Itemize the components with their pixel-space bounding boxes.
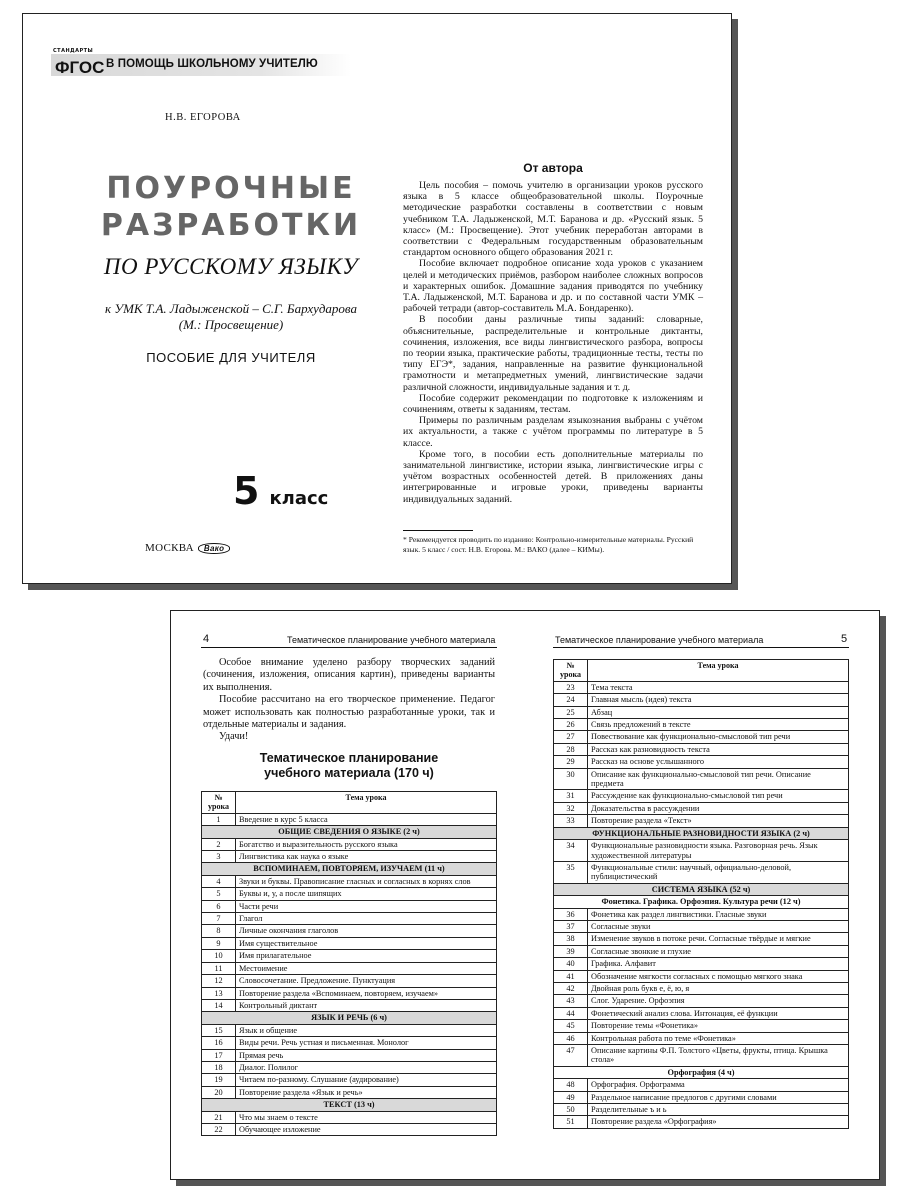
lesson-topic: Читаем по-разному. Слушание (аудирование) [236,1074,497,1086]
series-title: В ПОМОЩЬ ШКОЛЬНОМУ УЧИТЕЛЮ [106,58,318,70]
lesson-number: 25 [554,706,588,718]
lesson-number: 47 [554,1045,588,1067]
table-row [202,962,497,974]
umk-line-1: к УМК Т.А. Ладыженской – С.Г. Бархударова [105,301,357,316]
lesson-number: 13 [202,987,236,999]
table-row [202,913,497,925]
header-rule-right [553,647,849,648]
lesson-number: 26 [554,719,588,731]
table-row [554,731,849,743]
subsection-row [554,1066,849,1078]
table-row [202,1086,497,1098]
table-row [202,813,497,825]
table-row [554,790,849,802]
lesson-number: 19 [202,1074,236,1086]
lesson-topic: Двойная роль букв е, ё, ю, я [588,982,849,994]
table-row [554,694,849,706]
lesson-number: 12 [202,975,236,987]
lesson-number: 24 [554,694,588,706]
table-row [554,802,849,814]
lesson-topic: Прямая речь [236,1049,497,1061]
table-row [202,987,497,999]
lesson-number: 2 [202,838,236,850]
lesson-topic: Звуки и буквы. Правописание гласных и согласных в корнях слов [236,875,497,887]
lesson-number: 35 [554,861,588,883]
section-heading: ЯЗЫК И РЕЧЬ (6 ч) [202,1012,497,1024]
plan-title [203,751,495,781]
lesson-topic: Рассказ как разновидность текста [588,743,849,755]
lesson-topic: Изменение звуков в потоке речи. Согласные твёрдые и мягкие [588,933,849,945]
lesson-number: 28 [554,743,588,755]
table-row [554,970,849,982]
lesson-number: 23 [554,681,588,693]
table-row [202,900,497,912]
lesson-topic: Функциональные разновидности языка. Разговорная речь. Язык художественной литературы [588,840,849,862]
lesson-number: 46 [554,1032,588,1044]
lesson-topic: Описание как функционально-смысловой тип речи. Описание предмета [588,768,849,790]
section-row [554,883,849,895]
lesson-topic: Повествование как функционально-смысловой тип речи [588,731,849,743]
running-head-left: Тематическое планирование учебного материала [287,635,496,645]
plan-title-line-2: учебного материала (170 ч) [264,766,434,780]
table-row [554,840,849,862]
column-header-topic: Тема урока [588,660,849,682]
header-rule-left [201,647,497,648]
table-row [554,756,849,768]
table-row [202,1037,497,1049]
lesson-number: 31 [554,790,588,802]
section-row [202,863,497,875]
foreword-paragraph: Пособие включает подробное описание хода уроков с указанием целей и методических приёмов, разбором наиболее сложных вопросов и характерных ошибок. Домашние задания приводятся по учебнику Т.А. Ладыженской, М.Т. Баранова и др. и по составной части УМК – рабочей тетради (автор-составитель М.А. Бондаренко). [403,258,703,315]
lesson-number: 37 [554,920,588,932]
table-row [554,706,849,718]
lesson-number: 14 [202,999,236,1011]
table-row [554,958,849,970]
foreword-paragraph: Примеры по различным разделам языкознания выбраны с учётом их актуальности, а также с учётом программы по литературе в 5 классе. [403,415,703,449]
lesson-number: 17 [202,1049,236,1061]
fgos-logo-text: ФГОС [55,58,105,77]
lesson-number: 22 [202,1123,236,1135]
lesson-number: 44 [554,1007,588,1019]
lesson-topic: Части речи [236,900,497,912]
table-row [554,945,849,957]
lesson-number: 33 [554,815,588,827]
table-row [554,1104,849,1116]
section-heading: ВСПОМИНАЕМ, ПОВТОРЯЕМ, ИЗУЧАЕМ (11 ч) [202,863,497,875]
lesson-number: 9 [202,937,236,949]
plan-table-left [201,791,497,1136]
lesson-topic: Главная мысль (идея) текста [588,694,849,706]
lesson-topic: Лингвистика как наука о языке [236,851,497,863]
lesson-number: 15 [202,1024,236,1036]
lesson-topic: Абзац [588,706,849,718]
table-row [554,933,849,945]
lesson-number: 6 [202,900,236,912]
lesson-number: 21 [202,1111,236,1123]
subsection-heading: Фонетика. Графика. Орфоэпия. Культура речи (12 ч) [554,896,849,908]
table-row [554,815,849,827]
lesson-number: 29 [554,756,588,768]
lesson-topic: Доказательства в рассуждении [588,802,849,814]
lesson-topic: Язык и общение [236,1024,497,1036]
page-number-right: 5 [841,633,848,645]
lesson-number: 36 [554,908,588,920]
lesson-topic: Виды речи. Речь устная и письменная. Монолог [236,1037,497,1049]
lesson-topic: Рассуждение как функционально-смысловой тип речи [588,790,849,802]
table-row [202,838,497,850]
lesson-number: 18 [202,1061,236,1073]
table-row [554,1116,849,1128]
lesson-number: 30 [554,768,588,790]
intro-paragraph: Пособие рассчитано на его творческое применение. Педагог может использовать как полностью разработанные уроки, так и отдельные материалы и задания. [203,694,495,731]
lesson-number: 45 [554,1020,588,1032]
table-row [202,1049,497,1061]
lesson-topic: Графика. Алфавит [588,958,849,970]
table-row [202,851,497,863]
table-row [554,1079,849,1091]
lesson-topic: Повторение темы «Фонетика» [588,1020,849,1032]
lesson-number: 7 [202,913,236,925]
lesson-topic: Связь предложений в тексте [588,719,849,731]
section-heading: СИСТЕМА ЯЗЫКА (52 ч) [554,883,849,895]
section-row [202,826,497,838]
lesson-topic: Контрольная работа по теме «Фонетика» [588,1032,849,1044]
grade-word: класс [269,488,329,509]
lesson-number: 5 [202,888,236,900]
section-heading: ТЕКСТ (13 ч) [202,1099,497,1111]
author-name: Н.В. ЕГОРОВА [165,112,241,123]
lesson-topic: Введение в курс 5 класса [236,813,497,825]
lesson-number: 11 [202,962,236,974]
lesson-number: 32 [554,802,588,814]
section-row [554,827,849,839]
lesson-topic: Орфография. Орфограмма [588,1079,849,1091]
intro-text [203,657,495,744]
table-row [554,1032,849,1044]
lesson-topic: Буквы и, у, а после шипящих [236,888,497,900]
lesson-topic: Раздельное написание предлогов с другими словами [588,1091,849,1103]
lesson-number: 42 [554,982,588,994]
table-row [554,1007,849,1019]
lesson-number: 48 [554,1079,588,1091]
lesson-topic: Словосочетание. Предложение. Пунктуация [236,975,497,987]
table-row [202,925,497,937]
book-title-line-1: ПОУРОЧНЫЕ [106,171,356,206]
table-row [554,861,849,883]
lesson-topic: Контрольный диктант [236,999,497,1011]
foreword-title: От автора [523,161,583,175]
cover-spread [22,13,732,584]
foreword-paragraph: Цель пособия – помочь учителю в организации уроков русского языка в 5 классе общеобразовательной школы. Поурочные методические разработки составлены в соответствии с новым учебником Т.А. Ладыженской, М.Т. Баранова и др. «Русский язык. 5 класс» (М.: Просвещение). Этот учебник переработан авторами в соответствии с Федеральным государственным образовательным стандартом основного общего образования 2021 г. [403,180,703,259]
table-row [554,719,849,731]
table-row [554,1045,849,1067]
foreword-paragraph: В пособии даны различные типы заданий: словарные, объяснительные, распределительные и контрольные диктанты, сочинения, изложения, все виды лингвистического разбора, вопросы по теории языка, практические работы, традиционные тесты, тесты по типу ЕГЭ*, задания, направленные на развитие функциональной грамотности и метапредметных умений, лингвистические задачи различной сложности, индивидуальные задания и т. д. [403,314,703,393]
table-row [202,1024,497,1036]
lesson-number: 16 [202,1037,236,1049]
footnote: * Рекомендуется проводить по изданию: Контрольно-измерительные материалы. Русский язык. 5 класс / сост. Н.В. Егорова. М.: ВАКО (далее – КИМы). [403,535,694,554]
table-row [554,1091,849,1103]
lesson-number: 43 [554,995,588,1007]
umk-line-2: (М.: Просвещение) [178,317,284,332]
lesson-topic: Повторение раздела «Орфография» [588,1116,849,1128]
plan-table-right [553,659,849,1129]
lesson-topic: Имя существительное [236,937,497,949]
lesson-topic: Диалог. Полилог [236,1061,497,1073]
table-row [202,937,497,949]
fgos-logo-arc: СТАНДАРТЫ [53,48,94,54]
lesson-topic: Тема текста [588,681,849,693]
foreword-paragraph: Пособие содержит рекомендации по подготовке к изложениям и сочинениям, ответы к заданиям, тестам. [403,392,703,416]
lesson-number: 51 [554,1116,588,1128]
lesson-topic: Богатство и выразительность русского языка [236,838,497,850]
table-row [554,982,849,994]
lesson-topic: Функциональные стили: научный, официально-деловой, публицистический [588,861,849,883]
section-row [202,1099,497,1111]
lesson-topic: Личные окончания глаголов [236,925,497,937]
table-row [554,920,849,932]
table-row [202,975,497,987]
subsection-heading: Орфография (4 ч) [554,1066,849,1078]
lesson-topic: Местоимение [236,962,497,974]
column-header-num: № урока [554,660,588,682]
column-header-topic: Тема урока [236,792,497,814]
contents-spread [170,610,880,1180]
lesson-number: 50 [554,1104,588,1116]
page-number-left: 4 [203,633,210,645]
table-row [554,1020,849,1032]
lesson-topic: Имя прилагательное [236,950,497,962]
table-row [202,999,497,1011]
lesson-number: 41 [554,970,588,982]
lesson-number: 40 [554,958,588,970]
lesson-number: 8 [202,925,236,937]
foreword-paragraph: Кроме того, в пособии есть дополнительные материалы по занимательной лингвистике, истории языка, лингвистические игры с учётом возрастных особенностей детей. В приложениях даны интегрированные и игровые уроки, приведены варианты индивидуальных заданий. [403,448,703,505]
lesson-topic: Обозначение мягкости согласных с помощью мягкого знака [588,970,849,982]
lesson-topic: Повторение раздела «Язык и речь» [236,1086,497,1098]
table-row [554,908,849,920]
section-row [202,1012,497,1024]
table-row [554,995,849,1007]
lesson-topic: Фонетический анализ слова. Интонация, её функции [588,1007,849,1019]
lesson-topic: Описание картины Ф.П. Толстого «Цветы, фрукты, птица. Крышка стола» [588,1045,849,1067]
table-row [202,1074,497,1086]
lesson-topic: Повторение раздела «Вспоминаем, повторяем, изучаем» [236,987,497,999]
grade-number: 5 [233,469,260,513]
lesson-topic: Глагол [236,913,497,925]
table-row [202,875,497,887]
publisher-logo: Вако [198,543,230,554]
lesson-topic: Согласные звонкие и глухие [588,945,849,957]
book-subtitle: ПО РУССКОМУ ЯЗЫКУ [103,254,359,279]
lesson-topic: Повторение раздела «Текст» [588,815,849,827]
grade-label [233,469,328,513]
lesson-number: 27 [554,731,588,743]
table-row [202,1061,497,1073]
section-heading: ФУНКЦИОНАЛЬНЫЕ РАЗНОВИДНОСТИ ЯЗЫКА (2 ч) [554,827,849,839]
table-row [202,1123,497,1135]
subsection-row [554,896,849,908]
table-row [554,681,849,693]
table-row [202,1111,497,1123]
lesson-number: 1 [202,813,236,825]
lesson-topic: Что мы знаем о тексте [236,1111,497,1123]
table-row [202,888,497,900]
footnote-rule [403,530,473,531]
table-row [202,950,497,962]
intro-paragraph: Удачи! [219,731,249,743]
intro-paragraph: Особое внимание уделено разбору творческих заданий (сочинения, изложения, описания картин), приведены варианты их выполнения. [203,657,495,693]
publisher-line [145,542,230,554]
running-head-right: Тематическое планирование учебного материала [555,635,764,645]
lesson-topic: Рассказ на основе услышанного [588,756,849,768]
lesson-number: 39 [554,945,588,957]
manual-label: ПОСОБИЕ ДЛЯ УЧИТЕЛЯ [146,350,316,365]
column-header-num: № урока [202,792,236,814]
lesson-number: 38 [554,933,588,945]
lesson-number: 4 [202,875,236,887]
table-row [554,743,849,755]
lesson-number: 3 [202,851,236,863]
lesson-topic: Разделительные ъ и ь [588,1104,849,1116]
section-heading: ОБЩИЕ СВЕДЕНИЯ О ЯЗЫКЕ (2 ч) [202,826,497,838]
lesson-topic: Слог. Ударение. Орфоэпия [588,995,849,1007]
lesson-number: 20 [202,1086,236,1098]
book-title-line-2: РАЗРАБОТКИ [100,208,362,243]
lesson-number: 34 [554,840,588,862]
lesson-topic: Согласные звуки [588,920,849,932]
lesson-number: 49 [554,1091,588,1103]
lesson-topic: Фонетика как раздел лингвистики. Гласные звуки [588,908,849,920]
publisher-city: МОСКВА [145,542,194,554]
table-row [554,768,849,790]
foreword-body [403,180,703,505]
plan-title-line-1: Тематическое планирование [259,751,439,765]
lesson-number: 10 [202,950,236,962]
lesson-topic: Обучающее изложение [236,1123,497,1135]
fgos-logo [53,48,105,80]
